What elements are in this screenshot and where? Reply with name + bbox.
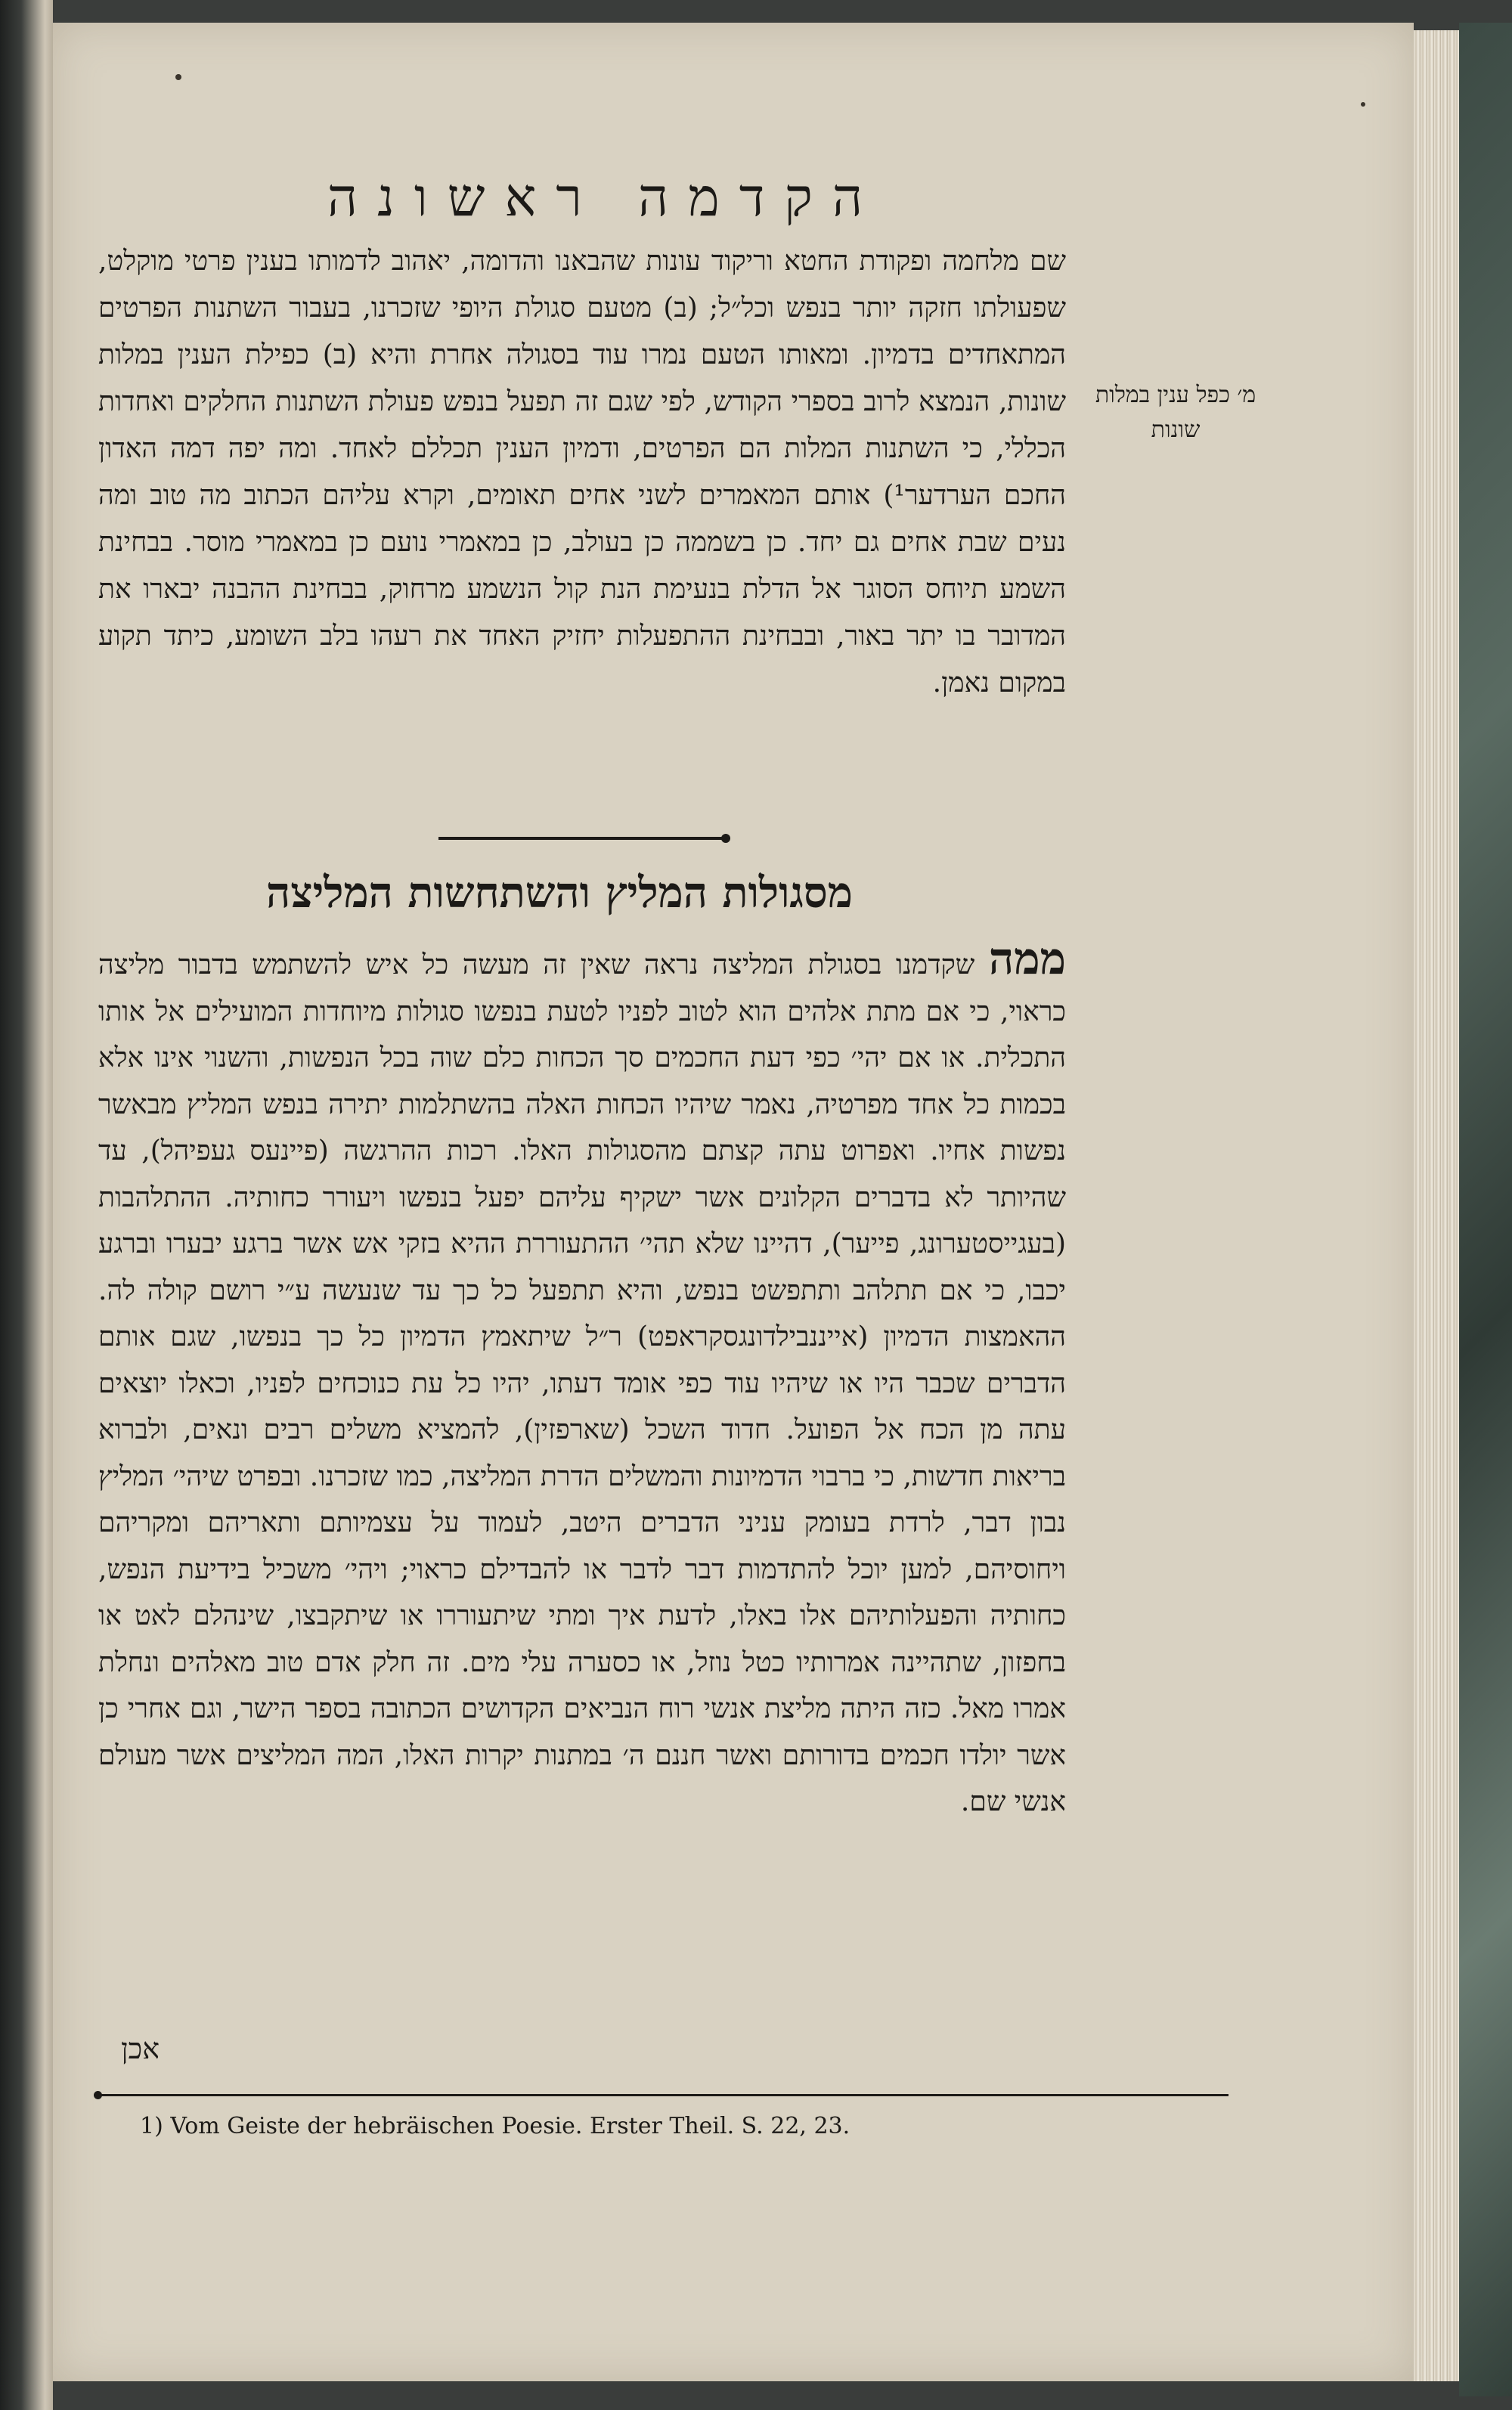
body-paragraph-block xyxy=(98,933,1067,1826)
page-title: הקדמה ראשונה xyxy=(327,166,883,228)
left-page-edge xyxy=(0,0,53,2410)
catchword: אכן xyxy=(121,2032,160,2065)
body-first-word: ממה xyxy=(988,933,1066,984)
section-divider xyxy=(438,837,726,840)
marginal-note: מ׳ כפל ענין במלות שונות xyxy=(1095,382,1256,443)
book-cover-edge xyxy=(1459,23,1512,2396)
page-block-edges xyxy=(1414,30,1459,2381)
section-heading: מסגולות המליץ והשתחשות המליצה xyxy=(266,868,853,918)
intro-paragraph: שם מלחמה ופקודת החטא וריקוד עונות שהבאנו והדומה, יאהוב לדמותו בענין פרטי מוקלט, שפעולתו חזקה יותר בנפש וכל״ל; (ב) מטעם סגולת היופי שזכרנו, בעבור השתנות הפרטים המתאחדים בדמיון. ומאותו הטעם נמרו עוד בסגולה אחרת והיא (ב) כפילת הענין במלות שונות, הנמצא לרוב בספרי הקודש, לפי שגם זה תפעל בנפש פעולת השתנות החלקים ואחדות הכללי, כי השתנות המלות הם הפרטים, ודמיון הענין תכללם לאחד. ומה יפה דמה האדון החכם הערדער¹) אותם המאמרים לשני אחים תאומים, וקרא עליהם הכתוב מה טוב ומה נעים שבת אחים גם יחד. כן בשממה כן בעולב, כן במאמרי נועם כן במאמרי מוסר. בבחינת השמע תיוחס הסוגר אל הדלת בנעימת הנת קול הנשמע מרחוק, בבחינת ההבנה יבארו את המדובר בו יתר באור, ובבחינת ההתפעלות יחזיק האחד את רעהו בלב השומע, כיתד תקוע במקום נאמן. xyxy=(98,246,1066,699)
footnote-rule xyxy=(98,2094,1228,2096)
ink-speck xyxy=(1361,102,1365,107)
ink-speck xyxy=(175,74,181,80)
footnote: 1) Vom Geiste der hebräischen Poesie. Erster Theil. S. 22, 23. xyxy=(140,2113,850,2139)
body-paragraph: שקדמנו בסגולת המליצה נראה שאין זה מעשה כל איש להשתמש בדבור מליצה כראוי, כי אם מתת אלהים הוא לטוב לפניו לטעת בנפשו סגולות מיוחדות המועילים אל אותו התכלית. או אם יהי׳ כפי דעת החכמים סך הכחות כלם שוה בכל הנפשות, והשנוי אינו אלא בכמות כל אחד מפרטיה, נאמר שיהיו הכחות האלה בהשתלמות יתירה בנפש המליץ מבאשר נפשות אחיו. ואפרוט עתה קצתם מהסגולות האלו. רכות ההרגשה (פיינעס געפיהל), עד שהיותר לא בדברים הקלונים אשר ישקיף עליהם יפעל בנפשו ויעורר כחותיה. ההתלהבות (בעגייסטערונג, פייער), דהיינו שלא תהי׳ ההתעוררת ההיא בזקי אש אשר ברגע יבערו וברגע יכבו, כי אם תתלהב ותתפשט בנפש, והיא תתפעל כל כך עד שנעשה ע״י רושם קולה לה. ההאמצות הדמיון (אייננבילדונגסקראפט) ר״ל שיתאמץ הדמיון כל כך בנפשו, שגם אותם הדברים שכבר היו או שיהיו עוד כפי אומד דעתו, יהיו כל עת כנוכחים לפניו, וכאלו יוצאים עתה מן הכח אל הפועל. חדוד השכל (שארפזין), להמציא משלים רבים ונאים, ולברוא בריאות חדשות, כי ברבוי הדמיונות והמשלים הדרת המליצה, כמו שזכרנו. ובפרט שיהי׳ המליץ נבון דבר, לרדת בעומק עניני הדברים היטב, לעמוד על עצמיותם ותאריהם ומקריהם ויחוסיהם, למען יוכל להתדמות דבר לדבר או להבדילם כראוי; ויהי׳ משכיל בידיעת הנפש, כחותיה והפעלותיהם אלו באלו, לדעת איך ומתי שיתעוררו או שיתקבצו, שינהלם לאט או בחפזון, שתהיינה אמרותיו כטל נוזל, או כסערה עלי מים. זה חלק אדם טוב מאלהים ונחלת אמרו מאל. כזה היתה מליצת אנשי רוח הנביאים הקדושים הכתובה בספר הישר, וגם אחרי כן אשר יולדו חכמים בדורותם ואשר חננם ה׳ במתנות יקרות האלו, המה המליצים אשר מעולם אנשי שם. xyxy=(98,949,1067,1817)
